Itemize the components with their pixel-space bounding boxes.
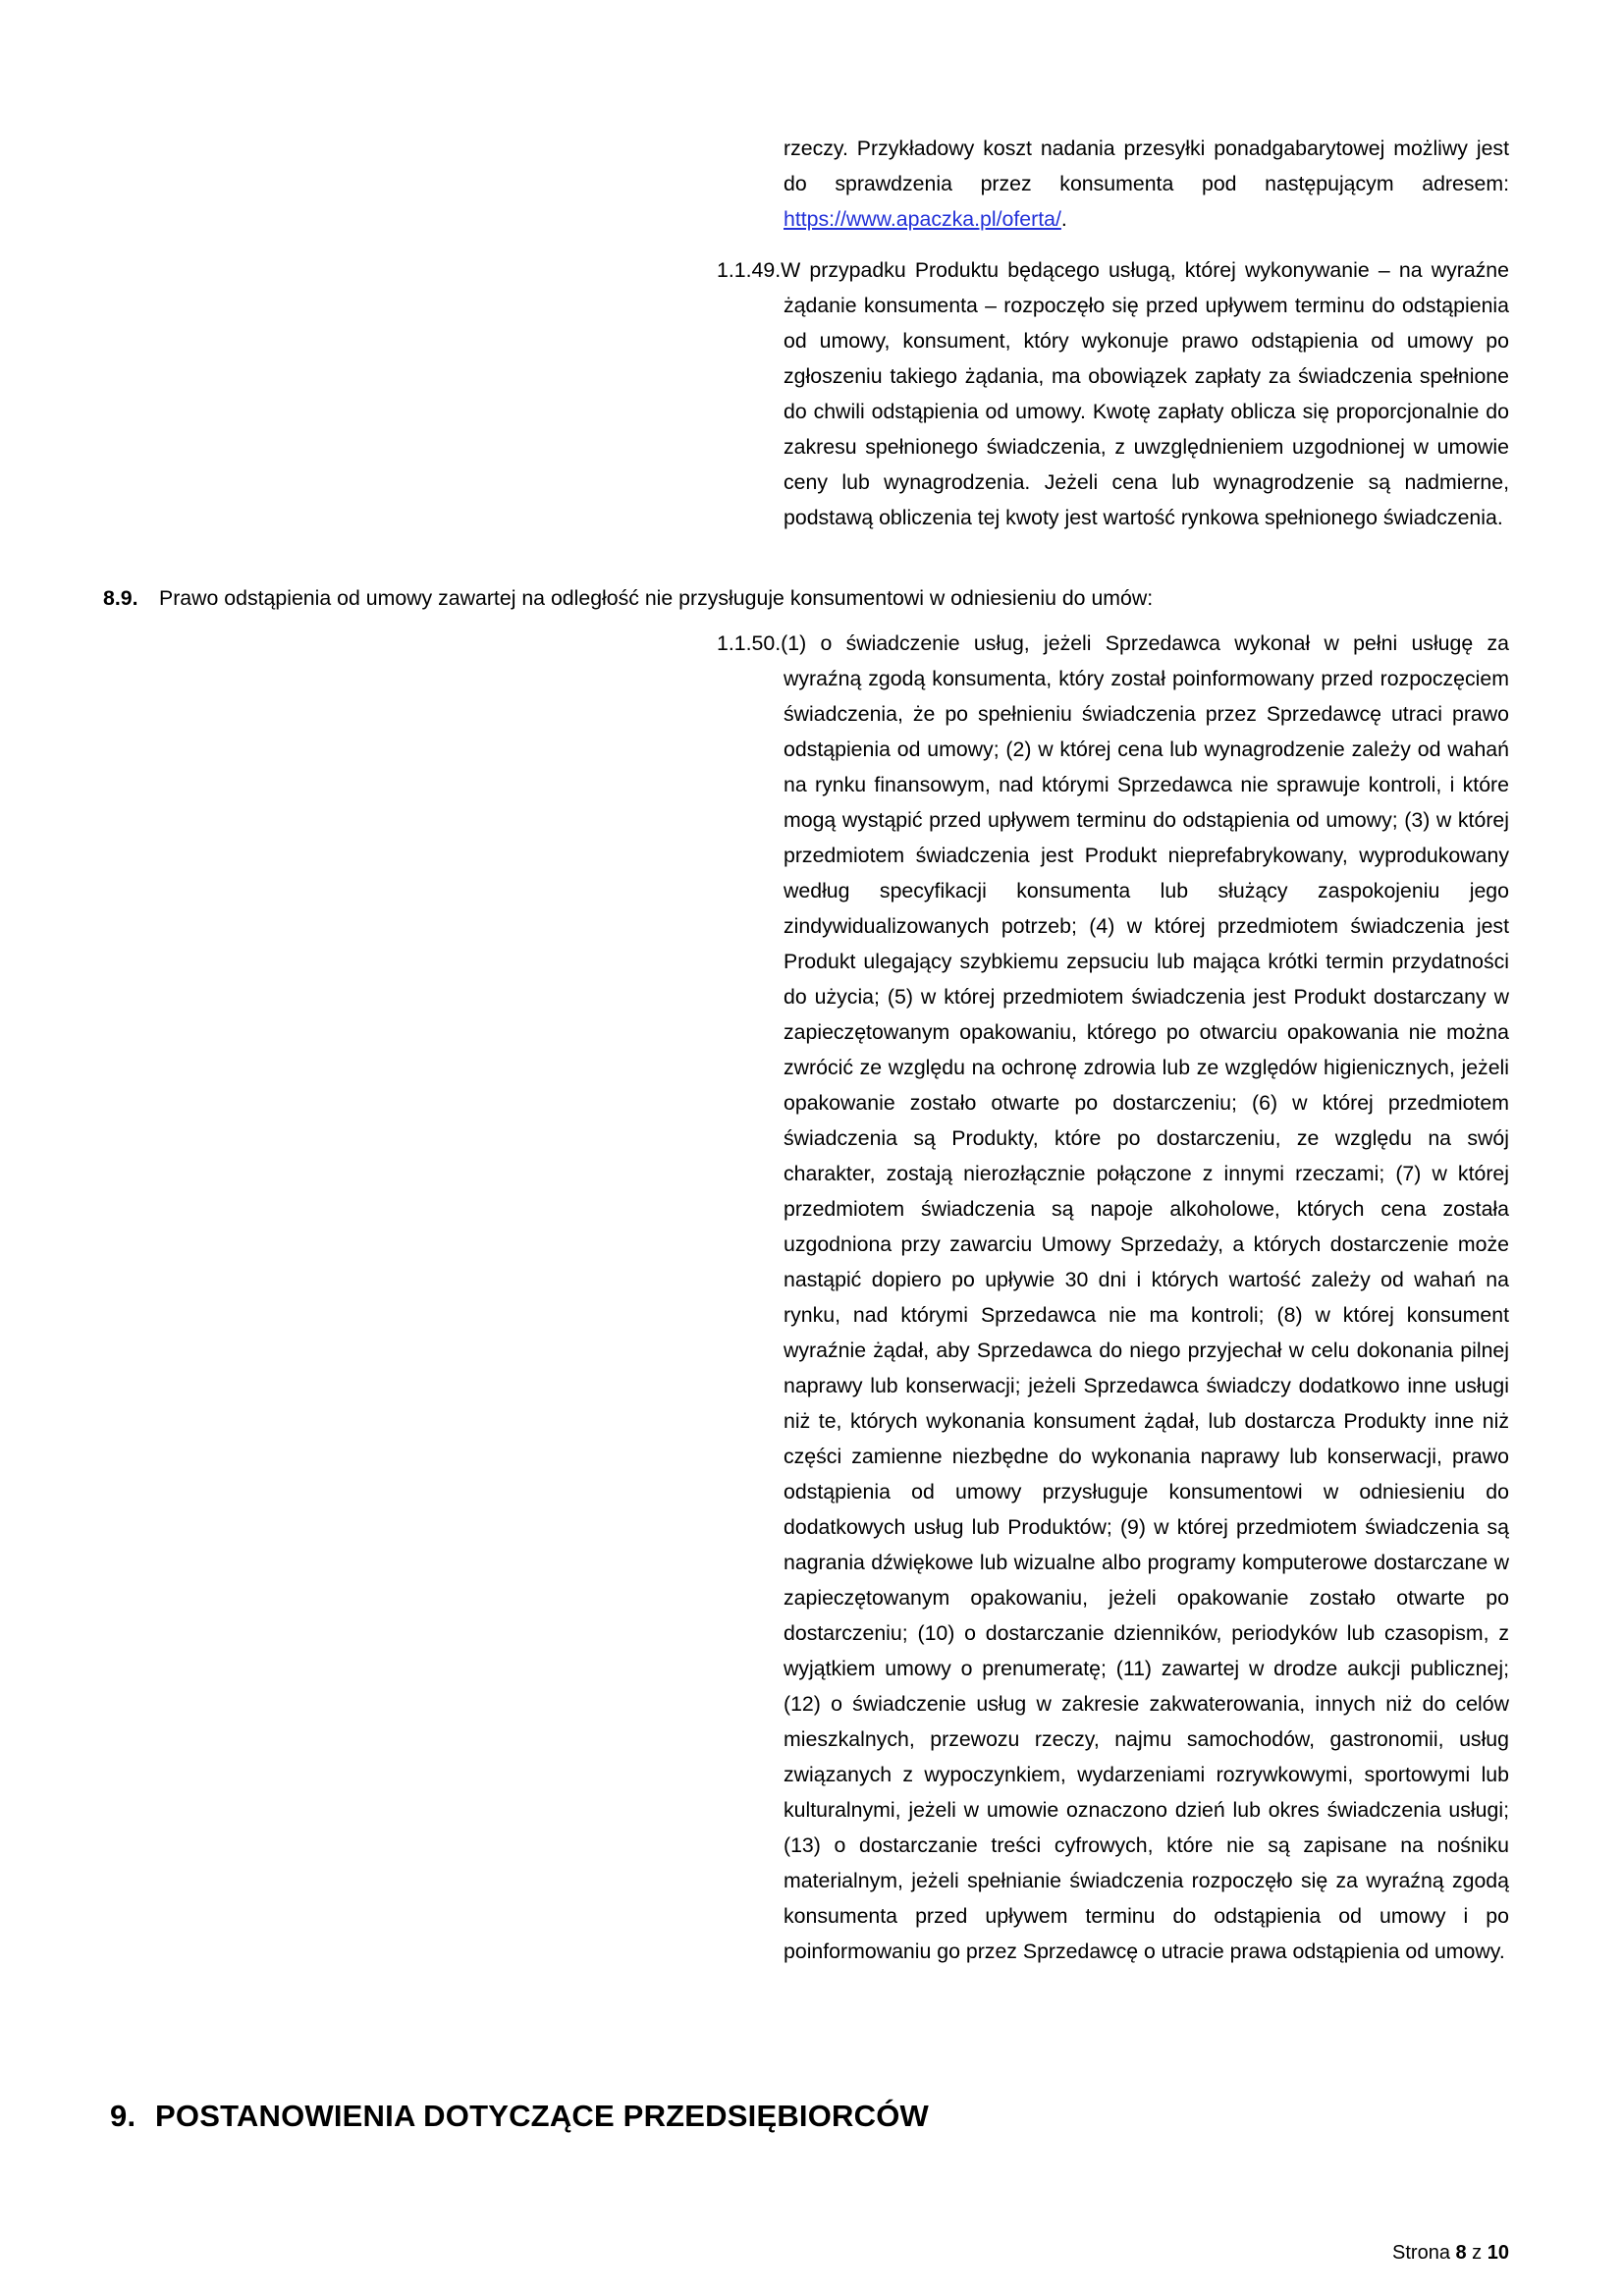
paragraph-8-9-number: 8.9.: [103, 586, 138, 611]
section-heading-9: [110, 2096, 929, 2137]
paragraph-1-1-49-number: 1.1.49.: [717, 258, 782, 283]
paragraph-1-1-50-number: 1.1.50.: [717, 631, 782, 656]
paragraph-1-1-49: [717, 252, 1509, 535]
footer-page-number: 8: [1455, 2242, 1467, 2264]
footer-total-pages: 10: [1487, 2242, 1509, 2264]
paragraph-1-1-50-text: (1) o świadczenie usług, jeżeli Sprzedawca wykonał w pełni usługę za wyraźną zgodą konsumenta, który został poinformowany przed rozpoczęciem świadczenia, że po spełnieniu świadczenia przez Sprzedawcę utraci prawo odstąpienia od umowy; (2) w której cena lub wynagrodzenie zależy od wahań na rynku finansowym, nad którymi Sprzedawca nie sprawuje kontroli, i które mogą wystąpić przed upływem terminu do odstąpienia od umowy; (3) w której przedmiotem świadczenia jest Produkt nieprefabrykowany, wyprodukowany według specyfikacji konsumenta lub służący zaspokojeniu jego zindywidualizowanych potrzeb; (4) w której przedmiotem świadczenia jest Produkt ulegający szybkiemu zepsuciu lub mająca krótki termin przydatności do użycia; (5) w której przedmiotem świadczenia jest Produkt dostarczany w zapieczętowanym opakowaniu, którego po otwarciu opakowania nie można zwrócić ze względu na ochronę zdrowia lub ze względów higienicznych, jeżeli opakowanie zostało otwarte po dostarczeniu; (6) w której przedmiotem świadczenia są Produkty, które po dostarczeniu, ze względu na swój charakter, zostają nierozłącznie połączone z innymi rzeczami; (7) w której przedmiotem świadczenia są napoje alkoholowe, których cena została uzgodniona przy zawarciu Umowy Sprzedaży, a których dostarczenie może nastąpić dopiero po upływie 30 dni i których wartość zależy od wahań na rynku, nad którymi Sprzedawca nie ma kontroli; (8) w której konsument wyraźnie żądał, aby Sprzedawca do niego przyjechał w celu dokonania pilnej naprawy lub konserwacji; jeżeli Sprzedawca świadczy dodatkowo inne usługi niż te, których wykonania konsument żądał, lub dostarcza Produkty inne niż części zamienne niezbędne do wykonania naprawy lub konserwacji, prawo odstąpienia od umowy przysługuje konsumentowi w odniesieniu do dodatkowych usług lub Produktów; (9) w której przedmiotem świadczenia są nagrania dźwiękowe lub wizualne albo programy komputerowe dostarczane w zapieczętowanym opakowaniu, jeżeli opakowanie zostało otwarte po dostarczeniu; (10) o dostarczanie dzienników, periodyków lub czasopism, z wyjątkiem umowy o prenumeratę; (11) zawartej w drodze aukcji publicznej; (12) o świadczenie usług w zakresie zakwaterowania, innych niż do celów mieszkalnych, przewozu rzeczy, najmu samochodów, gastronomii, usług związanych z wypoczynkiem, wydarzeniami rozrywkowymi, sportowymi lub kulturalnymi, jeżeli w umowie oznaczono dzień lub okres świadczenia usługi; (13) o dostarczanie treści cyfrowych, które nie są zapisane na nośniku materialnym, jeżeli spełnianie świadczenia rozpoczęło się za wyraźną zgodą konsumenta przed upływem terminu do odstąpienia od umowy i po poinformowaniu go przez Sprzedawcę o utracie prawa odstąpienia od umowy.: [781, 631, 1509, 1964]
paragraph-shipping-cost-suffix: .: [1060, 207, 1067, 232]
section-heading-9-number: 9.: [110, 2098, 136, 2133]
paragraph-8-9: [103, 580, 1509, 616]
paragraph-1-1-50: [717, 626, 1509, 1969]
footer-separator: z: [1466, 2242, 1488, 2264]
footer-label: Strona: [1392, 2242, 1456, 2264]
section-heading-9-title: POSTANOWIENIA DOTYCZĄCE PRZEDSIĘBIORCÓW: [155, 2098, 929, 2133]
apaczka-offer-link[interactable]: https://www.apaczka.pl/oferta/: [784, 207, 1061, 232]
paragraph-1-1-49-text: W przypadku Produktu będącego usługą, której wykonywanie – na wyraźne żądanie konsumenta – rozpoczęło się przed upływem terminu do odstąpienia od umowy, konsument, który wykonuje prawo odstąpienia od umowy po zgłoszeniu takiego żądania, ma obowiązek zapłaty za świadczenia spełnione do chwili odstąpienia od umowy. Kwotę zapłaty oblicza się proporcjonalnie do zakresu spełnionego świadczenia, z uwzględnieniem uzgodnionej w umowie ceny lub wynagrodzenia. Jeżeli cena lub wynagrodzenie są nadmierne, podstawą obliczenia tej kwoty jest wartość rynkowa spełnionego świadczenia.: [781, 258, 1509, 530]
paragraph-8-9-text: Prawo odstąpienia od umowy zawartej na odległość nie przysługuje konsumentowi w odniesieniu do umów:: [159, 586, 1154, 611]
paragraph-shipping-cost: [784, 131, 1509, 237]
page-footer: [1392, 2240, 1509, 2266]
paragraph-shipping-cost-text: rzeczy. Przykładowy koszt nadania przesyłki ponadgabarytowej możliwy jest do sprawdzenia przez konsumenta pod następującym adresem:: [784, 137, 1509, 196]
